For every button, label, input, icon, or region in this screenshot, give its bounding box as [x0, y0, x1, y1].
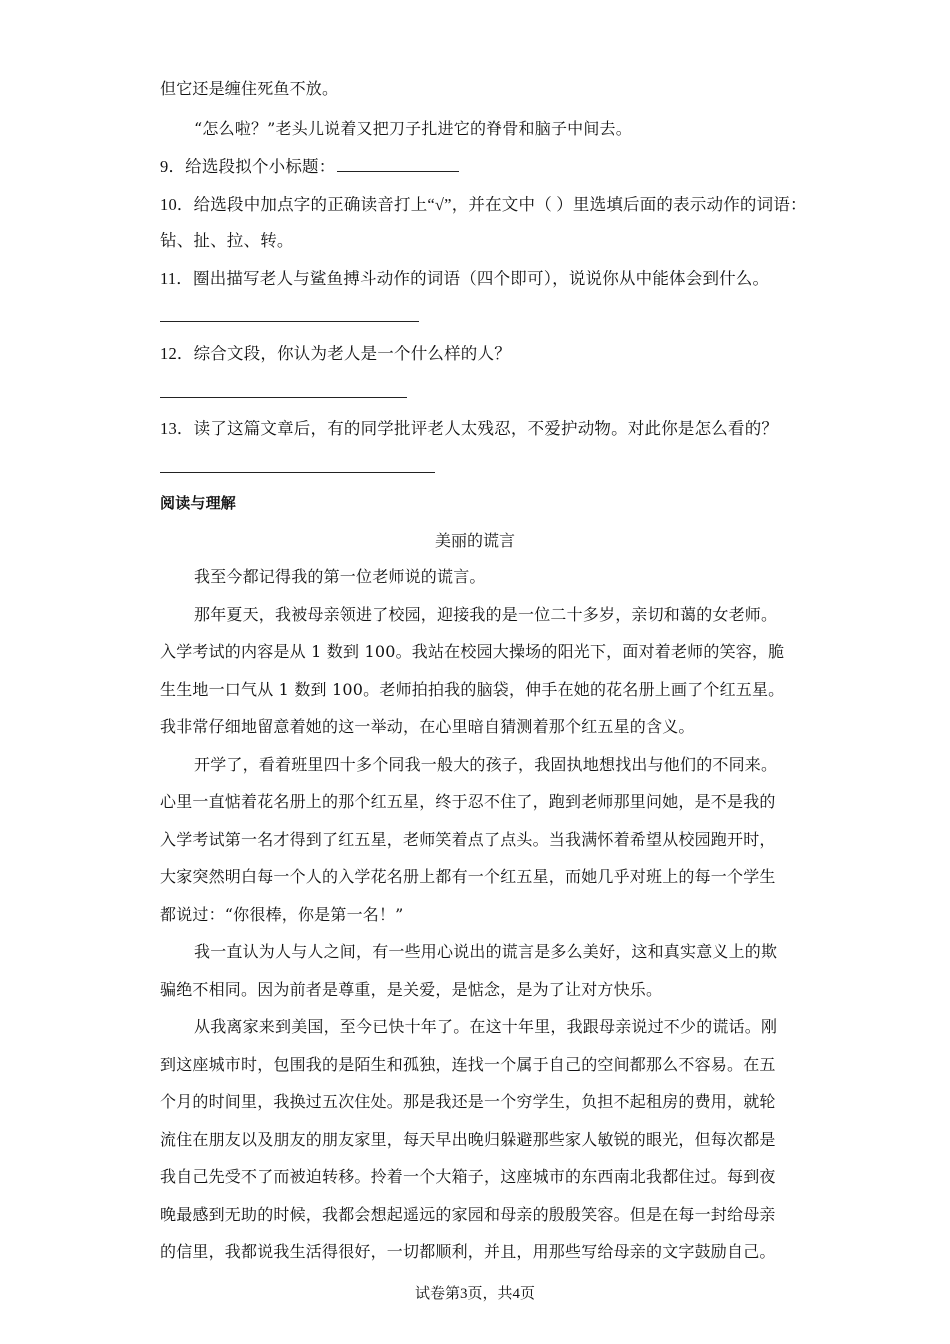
passage-line: “怎么啦？”老头儿说着又把刀子扎进它的脊骨和脑子中间去。 — [194, 119, 632, 138]
article-line: 大家突然明白每一个人的入学花名册上都有一个红五星，而她几乎对班上的每一个学生 — [160, 867, 776, 886]
question-12: 12．综合文段，你认为老人是一个什么样的人？ — [160, 344, 511, 363]
article-line: 从我离家来到美国，至今已快十年了。在这十年里，我跟母亲说过不少的谎话。刚 — [194, 1017, 778, 1036]
passage-line: 但它还是缠住死鱼不放。 — [160, 79, 339, 98]
question-9 — [160, 156, 459, 178]
article-line: 我非常仔细地留意着她的这一举动，在心里暗自猜测着那个红五星的含义。 — [160, 717, 695, 736]
answer-line[interactable] — [160, 472, 435, 473]
article-line: 个月的时间里，我换过五次住处。那是我还是一个穷学生，负担不起租房的费用，就轮 — [160, 1092, 776, 1111]
article-line: 流住在朋友以及朋友的朋友家里，每天早出晚归躲避那些家人敏锐的眼光，但每次都是 — [160, 1130, 776, 1149]
section-heading: 阅读与理解 — [160, 494, 237, 512]
article-line: 入学考试第一名才得到了红五星，老师笑着点了点头。当我满怀着希望从校园跑开时， — [160, 830, 776, 849]
answer-line[interactable] — [160, 397, 407, 398]
article-line: 开学了，看着班里四十多个同我一般大的孩子，我固执地想找出与他们的不同来。 — [194, 755, 778, 774]
article-line: 入学考试的内容是从 1 数到 100。我站在校园大操场的阳光下，面对着老师的笑容，脆 — [160, 642, 785, 661]
article-line: 我一直认为人与人之间，有一些用心说出的谎言是多么美好，这和真实意义上的欺 — [194, 942, 778, 961]
article-line: 我至今都记得我的第一位老师说的谎言。 — [194, 567, 486, 586]
answer-blank[interactable] — [337, 157, 459, 172]
question-13: 13．读了这篇文章后，有的同学批评老人太残忍，不爱护动物。对此你是怎么看的？ — [160, 419, 779, 438]
article-line: 骗绝不相同。因为前者是尊重，是关爱，是惦念，是为了让对方快乐。 — [160, 980, 663, 999]
article-line: 心里一直惦着花名册上的那个红五星，终于忍不住了，跑到老师那里问她，是不是我的 — [160, 792, 776, 811]
article-line: 生生地一口气从 1 数到 100。老师拍拍我的脑袋，伸手在她的花名册上画了个红五星。 — [160, 680, 785, 699]
article-line: 都说过：“你很棒，你是第一名！” — [160, 905, 404, 924]
answer-line[interactable] — [160, 321, 419, 322]
question-10-line2: 钻、扯、拉、转。 — [160, 231, 294, 250]
article-title: 美丽的谎言 — [434, 531, 515, 550]
question-11: 11．圈出描写老人与鲨鱼搏斗动作的词语（四个即可），说说你从中能体会到什么。 — [160, 269, 770, 288]
question-9-text: 9．给选段拟个小标题： — [160, 157, 336, 176]
question-10-line1: 10．给选段中加点字的正确读音打上“√”，并在文中（ ）里选填后面的表示动作的词语： — [160, 195, 807, 214]
article-line: 我自己先受不了而被迫转移。拎着一个大箱子，这座城市的东西南北我都住过。每到夜 — [160, 1167, 776, 1186]
page-footer: 试卷第3页，共4页 — [414, 1286, 535, 1302]
article-line: 那年夏天，我被母亲领进了校园，迎接我的是一位二十多岁，亲切和蔼的女老师。 — [194, 605, 778, 624]
article-line: 到这座城市时，包围我的是陌生和孤独，连找一个属于自己的空间都那么不容易。在五 — [160, 1055, 776, 1074]
article-line: 晚最感到无助的时候，我都会想起遥远的家园和母亲的殷殷笑容。但是在每一封给母亲 — [160, 1205, 776, 1224]
article-line: 的信里，我都说我生活得很好，一切都顺利，并且，用那些写给母亲的文字鼓励自己。 — [160, 1242, 776, 1261]
